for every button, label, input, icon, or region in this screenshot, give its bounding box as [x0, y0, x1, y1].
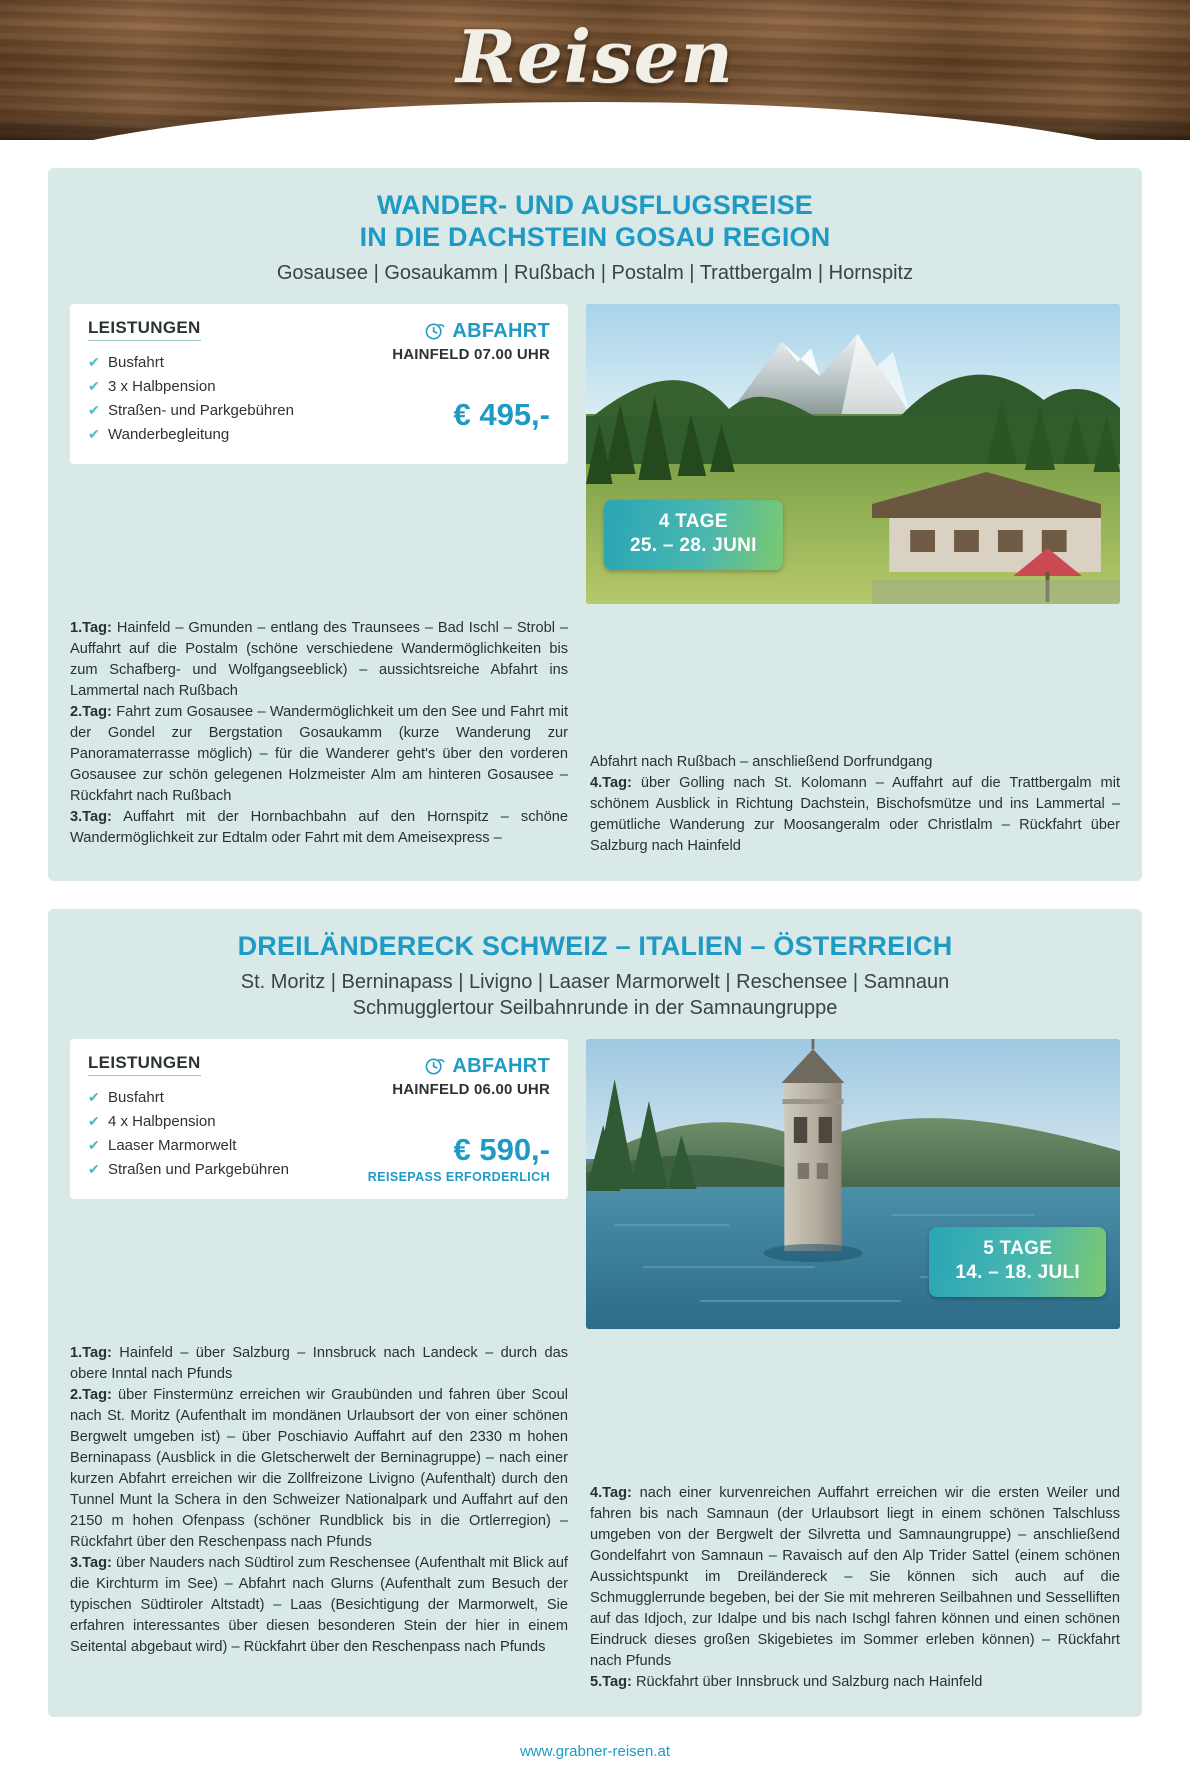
trip-photo: [586, 304, 1120, 604]
list-item: [88, 351, 294, 375]
page-title: Reisen: [456, 14, 734, 99]
header-curve-decoration: [0, 102, 1190, 140]
trip-top-row: [70, 1039, 1120, 1329]
trip-description-right: [590, 1343, 1120, 1693]
trip-subtitle: St. Moritz | Berninapass | Livigno | Laaser Marmorwelt | Reschensee | Samnaun Schmugglertour Seilbahnrunde in der Samnaungruppe: [240, 970, 950, 1019]
leistungen-heading: LEISTUNGEN: [88, 318, 201, 341]
check-icon: ✔: [88, 425, 100, 442]
leistungen-item-label: Straßen und Parkgebühren: [108, 1160, 289, 1178]
page-header: [0, 0, 1190, 140]
trip-description: [70, 1343, 1120, 1693]
list-item: [88, 375, 294, 399]
check-icon: ✔: [88, 353, 100, 370]
trip-title: [70, 190, 1120, 254]
trip-text-left: 1.Tag: Hainfeld – über Salzburg – Innsbruck nach Landeck – durch das obere Inntal nach Pfunds 2.Tag: über Finstermünz erreichen wir Graubünden und fahren über Scoul nach St. Moritz (Aufenthalt im mondänen Urlaubsort der von einer schönen Bergwelt umgeben ist) – über Poschiavio Auffahrt auf den 2330 m hohen Berninapass (Ausblick in die Gletscherwelt der Berninagruppe) – nach einer kurzen Abfahrt erreichen wir die Zollfreizone Livigno (Aufenthalt) durch den Tunnel Munt la Schera in den Schweizer Nationalpark und Auffahrt auf den 2150 m hohen Ofenpass (schöner Rundblick bis in die Ortlerregion) – Rückfahrt über den Reschenpass nach Pfunds 3.Tag: über Nauders nach Südtirol zum Reschensee (Aufenthalt mit Blick auf die Kirchturm im See) – Abfahrt nach Glurns (Aufenthalt zum Besuch der typischen Südtiroler Altstadt) – Laas (Besichtigung der Marmorwelt, Sie erfahren interessantes über diesen besonderen Stein der hier in einem Seitental abgebaut wird) – Rückfahrt über den Reschenpass nach Pfunds: [70, 1344, 568, 1655]
trip-title-line1: DREILÄNDERECK SCHWEIZ – ITALIEN – ÖSTERREICH: [237, 930, 953, 961]
leistungen-item-label: Busfahrt: [108, 1088, 164, 1106]
badge-dates: 14. – 18. JULI: [955, 1261, 1080, 1283]
leistungen-list: [88, 1086, 289, 1182]
trip-text-right: 4.Tag: nach einer kurvenreichen Auffahrt erreichen wir die ersten Weiler und fahren bis nach Samnaun (der Urlaubsort liegt in einem schönen Talschluss umgeben von der Bergwelt der Silvretta und Samnaungruppe) – anschließend Gondelfahrt von Samnaun – Ravaisch auf den Alp Trider Sattel (einem schönen Aussichtspunkt im Dreiländereck – Sie können sich auch auf die Schmugglerrunde begeben, bei der Sie mit mehreren Seilbahnen und Sesselliften auf das Idjoch, zur Idalpe und bis nach Ischgl fahren können und einen schönen Eindruck dieses großen Skigebietes im Sommer erleben können) – Rückfahrt nach Pfunds 5.Tag: Rückfahrt über Innsbruck und Salzburg nach Hainfeld: [590, 1484, 1120, 1690]
trip-subtitle: Gosausee | Gosaukamm | Rußbach | Postalm | Trattbergalm | Hornspitz: [276, 261, 914, 284]
clock-icon: [424, 1056, 445, 1077]
footer-website-link[interactable]: www.grabner-reisen.at: [519, 1742, 671, 1760]
trip-description-left: [70, 618, 568, 857]
trip-top-row: [70, 304, 1120, 604]
check-icon: ✔: [88, 1088, 100, 1105]
abfahrt-block: [368, 1053, 550, 1184]
check-icon: ✔: [88, 1112, 100, 1129]
leistungen-heading: LEISTUNGEN: [88, 1053, 201, 1076]
trip-title-line2: IN DIE DACHSTEIN GOSAU REGION: [359, 221, 831, 252]
leistungen-item-label: 4 x Halbpension: [108, 1112, 216, 1130]
leistungen-item-label: Wanderbegleitung: [108, 425, 230, 443]
trip-photo: [586, 1039, 1120, 1329]
abfahrt-time: HAINFELD 07.00 UHR: [392, 345, 550, 363]
abfahrt-label: ABFAHRT: [452, 1054, 550, 1077]
leistungen-item-label: Laaser Marmorwelt: [108, 1136, 237, 1154]
leistungen-item-label: 3 x Halbpension: [108, 377, 216, 395]
page-body: [0, 168, 1190, 1778]
trip-text-left: 1.Tag: Hainfeld – Gmunden – entlang des Traunsees – Bad Ischl – Strobl – Auffahrt auf die Postalm (schöne verschiedene Wandermöglichkeiten bis zum Schafberg- und Wolfgangseeblick) – aussichtsreiche Abfahrt ins Lammertal nach Rußbach 2.Tag: Fahrt zum Gosausee – Wandermöglichkeit um den See und Fahrt mit der Gondel zur Bergstation Gosaukamm (kurze Wanderung zur Panoramaterrasse möglich) – für die Wanderer geht's über den vorderen Gosausee zur schön gelegenen Holzmeister Alm am hinteren Gosausee – Rückfahrt nach Rußbach 3.Tag: Auffahrt mit der Hornbachbahn auf den Hornspitz – schöne Wandermöglichkeit zur Edtalm oder Fahrt mit dem Ameisexpress –: [70, 619, 568, 846]
trip-description-right: [590, 618, 1120, 857]
leistungen-block: [88, 318, 294, 447]
trip-card-dreilaendereck: [48, 909, 1142, 1717]
trip-price: € 495,-: [453, 396, 550, 432]
list-item: [88, 1134, 289, 1158]
clock-icon: [424, 321, 445, 342]
list-item: [88, 423, 294, 447]
trip-info-box: [70, 304, 568, 464]
trip-price: € 590,-: [453, 1131, 550, 1167]
trip-description-left: [70, 1343, 568, 1693]
leistungen-block: [88, 1053, 289, 1184]
trip-price-note: REISEPASS ERFORDERLICH: [367, 1169, 550, 1184]
trip-duration-badge: [929, 1227, 1106, 1297]
leistungen-list: [88, 351, 294, 447]
trip-card-dachstein-gosau: [48, 168, 1142, 881]
abfahrt-label: ABFAHRT: [452, 319, 550, 342]
trip-title: [70, 931, 1120, 963]
abfahrt-time: HAINFELD 06.00 UHR: [392, 1080, 550, 1098]
badge-days: 4 TAGE: [658, 511, 728, 533]
check-icon: ✔: [88, 1160, 100, 1177]
check-icon: ✔: [88, 401, 100, 418]
leistungen-item-label: Straßen- und Parkgebühren: [108, 401, 294, 419]
check-icon: ✔: [88, 1136, 100, 1153]
leistungen-item-label: Busfahrt: [108, 353, 164, 371]
abfahrt-block: [392, 318, 550, 447]
list-item: [88, 399, 294, 423]
trip-description: [70, 618, 1120, 857]
list-item: [88, 1110, 289, 1134]
trip-title-line1: WANDER- UND AUSFLUGSREISE: [376, 190, 813, 220]
badge-dates: 25. – 28. JUNI: [630, 534, 757, 556]
trip-text-right: Abfahrt nach Rußbach – anschließend Dorfrundgang 4.Tag: über Golling nach St. Kolomann – Auffahrt auf die Trattbergalm mit schönem Ausblick in Richtung Dachstein, Bischofsmütze und ins Lammertal – gemütliche Wanderung zur Moosangeralm oder Christlalm – Rückfahrt über Salzburg nach Hainfeld: [590, 753, 1120, 854]
badge-days: 5 TAGE: [983, 1238, 1053, 1260]
list-item: [88, 1086, 289, 1110]
list-item: [88, 1158, 289, 1182]
check-icon: ✔: [88, 377, 100, 394]
trip-duration-badge: [604, 500, 783, 570]
trip-info-box: [70, 1039, 568, 1199]
